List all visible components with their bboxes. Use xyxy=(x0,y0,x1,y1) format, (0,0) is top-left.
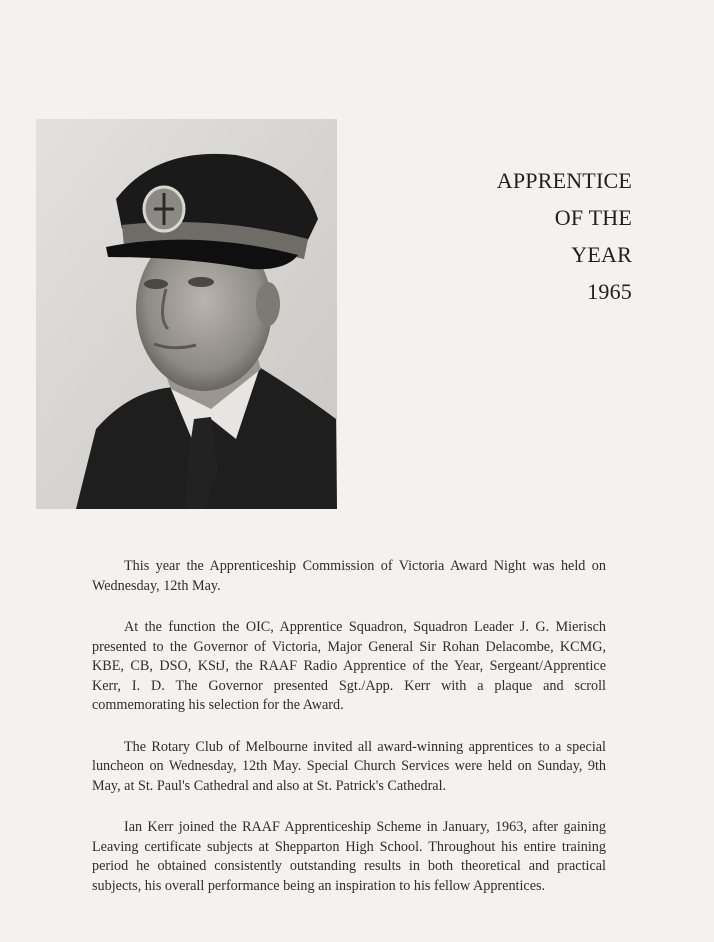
paragraph-rotary-club: The Rotary Club of Melbourne invited all award-winning apprentices to a special luncheon on Wednesday, 12th May. Special Church Services were held on Sunday, 9th May, at St. Paul's Cathedral and also at St. Patrick's Cathedral. xyxy=(92,738,606,794)
title-line-apprentice: APPRENTICE xyxy=(496,168,632,193)
paragraph-award-night: This year the Apprenticeship Commission of Victoria Award Night was held on Wednesday, 12th May. xyxy=(92,558,606,594)
title-line-1965: 1965 xyxy=(587,279,632,304)
paragraph-ian-kerr: Ian Kerr joined the RAAF Apprenticeship Scheme in January, 1963, after gaining Leaving certificate subjects at Shepparton High School. Throughout his entire training period he obtained consistently outstanding results in both theoretical and practical subjects, his overall performance being an inspiration to his fellow Apprentices. xyxy=(92,819,606,894)
title-line-of-the: OF THE xyxy=(554,205,632,230)
page-title xyxy=(372,162,632,310)
article-body xyxy=(92,557,606,918)
paragraph-presentation: At the function the OIC, Apprentice Squadron, Squadron Leader J. G. Mierisch presented to the Governor of Victoria, Major General Sir Rohan Delacombe, KCMG, KBE, CB, DSO, KStJ, the RAAF Radio Apprentice of the Year, Sergeant/Apprentice Kerr, I. D. The Governor presented Sgt./App. Kerr with a plaque and scroll commemorating his selection for the Award. xyxy=(92,619,606,713)
title-line-year: YEAR xyxy=(571,242,632,267)
portrait-photo xyxy=(36,119,337,509)
